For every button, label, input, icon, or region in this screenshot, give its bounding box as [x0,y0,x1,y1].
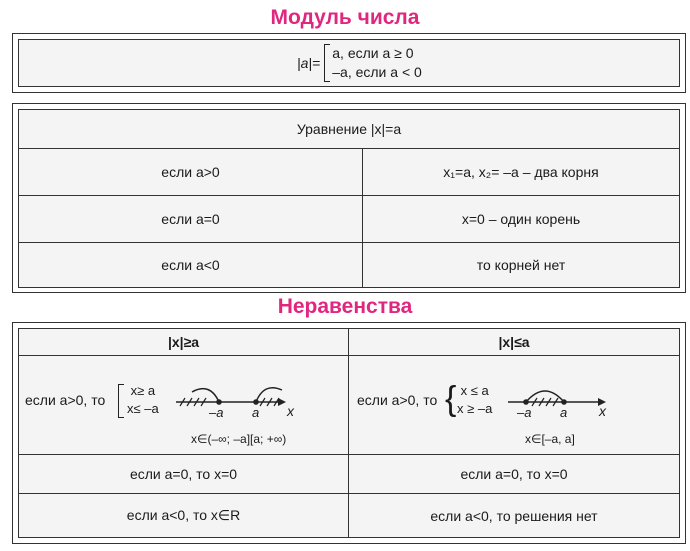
equation-panel [12,103,686,293]
ineq-right-tick-neg: –a [517,405,532,420]
eq-row2-result [362,195,680,243]
ineq-right-sys1: x ≤ a [460,383,489,398]
ineq-right-header-text: |x|≤a [498,334,530,350]
ineq-left-row3-text: если a<0, то x∈R [126,507,241,523]
eq-row3-condition [18,242,363,288]
ineq-right-axis-label: x [599,403,606,419]
ineq-left-number-line [174,374,294,424]
ineq-left-axis-label: x [287,403,294,419]
ineq-left-tick-neg: –a [209,405,224,420]
ineq-left-sys1: x≥ a [130,383,156,398]
eq-row1-condition-text: если a>0 [161,164,220,180]
ineq-left-answer: x∈(–∞; –a][a; +∞) [191,432,287,446]
eq-row1-condition [18,148,363,196]
ineq-left-sys2: x≤ –a [127,401,159,416]
eq-row3-result-text: то корней нет [476,257,566,273]
ineq-right-header [348,328,680,356]
eq-row2-condition-text: если a=0 [161,211,220,227]
modulus-definition [297,44,422,82]
ineq-left-row2 [18,454,349,494]
eq-row2-condition [18,195,363,243]
ineq-left-cond: если a>0, то [25,392,106,408]
definition-case2: –a, если a < 0 [332,64,422,80]
ineq-right-row3 [348,493,680,538]
inequalities-title: Неравенства [277,295,413,318]
eq-row3-condition-text: если a<0 [161,257,220,273]
definition-lhs: |a|= [297,55,321,71]
left-bracket-icon [118,384,124,418]
ineq-left-diagram-cell [18,355,349,455]
bracket-icon [324,44,330,82]
modulus-title: Модуль числа [270,6,420,29]
ineq-right-cond: если a>0, то [357,392,438,408]
ineq-right-row2 [348,454,680,494]
ineq-left-row3 [18,493,349,538]
eq-row1-result-text: x₁=a, x₂= –a – два корня [443,164,599,180]
ineq-right-row3-text: если a<0, то решения нет [430,507,598,524]
right-curly-brace-icon: { [445,380,457,418]
equation-header-text: Уравнение |x|=a [296,121,402,137]
definition-case1: a, если a ≥ 0 [332,45,414,61]
eq-row3-result [362,242,680,288]
ineq-right-diagram-cell [348,355,680,455]
eq-row2-result-text: x=0 – один корень [461,211,581,227]
definition-panel [12,33,686,93]
ineq-right-row2-text: если a=0, то x=0 [460,466,568,482]
inequalities-panel [12,322,686,544]
ineq-left-header [18,328,349,356]
ineq-right-tick-pos: a [560,405,568,420]
equation-header [18,109,680,149]
ineq-left-tick-pos: a [252,405,260,420]
eq-row1-result [362,148,680,196]
ineq-right-sys2: x ≥ –a [457,401,493,416]
definition-box [18,39,680,87]
ineq-left-header-text: |x|≥a [167,334,200,350]
ineq-right-answer: x∈[–a, a] [525,432,575,446]
ineq-left-row2-text: если a=0, то x=0 [129,466,238,482]
